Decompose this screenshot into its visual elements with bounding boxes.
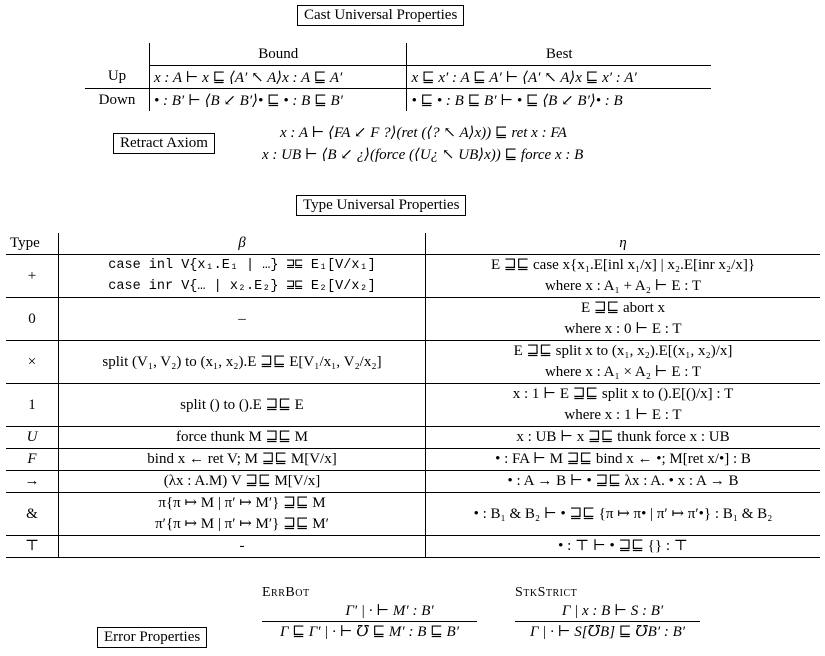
type-row-with — [6, 493, 820, 536]
cast-up-bound: x : A ⊢ x ⊑ ⟨A′ ↖ A⟩x : A ⊑ A′ — [150, 66, 407, 89]
beta-rule: bind x ← ret V; M ⊒⊑ M[V/x] — [59, 449, 426, 471]
eta-rule: x : UB ⊢ x ⊒⊑ thunk force x : UB — [426, 427, 821, 449]
eta-rule: E ⊒⊑ split x to (x₁, x₂).E[(x₁, x₂)/x] where x : A₁ × A₂ ⊢ E : T — [426, 341, 821, 384]
eta-rule: • : B₁ & B₂ ⊢ • ⊒⊑ {π ↦ π• | π′ ↦ π′•} : B₁ & B₂ — [426, 493, 821, 536]
type-row-zero — [6, 298, 820, 341]
rule-conclusion: Γ | · ⊢ S[℧B] ⊑ ℧B′ : B′ — [515, 621, 700, 642]
retract-axiom-line-2: x : UB ⊢ ⟨B ↙ ¿⟩(force (⟨U¿ ↖ UB⟩x)) ⊑ force x : B — [262, 147, 584, 163]
rule-premise: Γ′ | · ⊢ M′ : B′ — [345, 603, 434, 619]
type-header-row — [6, 233, 820, 255]
eta-rule: • : A → B ⊢ • ⊒⊑ λx : A. • x : A → B — [426, 471, 821, 493]
type-symbol: 1 — [6, 384, 59, 427]
stkstrict-rule — [515, 584, 700, 642]
column-eta: η — [426, 233, 821, 255]
row-label: Down — [98, 91, 136, 108]
type-symbol: 0 — [6, 298, 59, 341]
rule-conclusion: Γ ⊑ Γ′ | · ⊢ ℧ ⊑ M′ : B ⊑ B′ — [262, 621, 477, 642]
cast-properties-title: Cast Universal Properties — [297, 5, 464, 26]
beta-rule: (λx : A.M) V ⊒⊑ M[V/x] — [59, 471, 426, 493]
type-row-top — [6, 536, 820, 558]
type-symbol: F — [6, 449, 59, 471]
type-row-sum — [6, 255, 820, 298]
beta-rule: force thunk M ⊒⊑ M — [59, 427, 426, 449]
cast-row-down — [85, 89, 711, 112]
cast-up-best: x ⊑ x′ : A ⊑ A′ ⊢ ⟨A′ ↖ A⟩x ⊑ x′ : A′ — [407, 66, 711, 89]
rule-premise: Γ | x : B ⊢ S : B′ — [561, 603, 664, 619]
type-row-product — [6, 341, 820, 384]
type-symbol: + — [27, 267, 37, 284]
beta-rule: case inl V{x₁.E₁ | …} ⊒⊑ E₁[V/x₁] case inr V{… | x₂.E₂} ⊒⊑ E₂[V/x₂] — [59, 255, 426, 298]
column-beta: β — [59, 233, 426, 255]
eta-rule: • : ⊤ ⊢ • ⊒⊑ {} : ⊤ — [426, 536, 821, 558]
type-symbol: → — [6, 471, 59, 493]
rule-name: StkStrict — [515, 585, 578, 600]
type-symbol: × — [6, 341, 59, 384]
type-symbol: & — [6, 493, 59, 536]
type-row-function — [6, 471, 820, 493]
cast-properties-table — [85, 43, 711, 111]
eta-rule: E ⊒⊑ abort x where x : 0 ⊢ E : T — [426, 298, 821, 341]
cast-down-bound: • : B′ ⊢ ⟨B ↙ B′⟩• ⊑ • : B ⊑ B′ — [150, 89, 407, 112]
cast-down-best: • ⊑ • : B ⊑ B′ ⊢ • ⊑ ⟨B ↙ B′⟩• : B — [407, 89, 711, 112]
retract-axiom-line-1: x : A ⊢ ⟨FA ↙ F ?⟩(ret (⟨? ↖ A⟩x)) ⊑ ret x : FA — [280, 125, 567, 141]
type-properties-title: Type Universal Properties — [296, 195, 466, 216]
cast-header-row — [85, 43, 711, 66]
type-row-unit — [6, 384, 820, 427]
eta-rule: • : FA ⊢ M ⊒⊑ bind x ← •; M[ret x/•] : B — [426, 449, 821, 471]
retract-axiom-label: Retract Axiom — [113, 133, 215, 154]
beta-rule: split () to ().E ⊒⊑ E — [59, 384, 426, 427]
errbot-rule — [262, 584, 477, 642]
type-row-F — [6, 449, 820, 471]
error-properties-label: Error Properties — [97, 627, 207, 648]
beta-rule: π{π ↦ M | π′ ↦ M′} ⊒⊑ M π′{π ↦ M | π′ ↦ M′} ⊒⊑ M′ — [59, 493, 426, 536]
type-properties-table — [6, 233, 820, 558]
row-label: Up — [107, 68, 127, 85]
column-bound: Bound — [150, 43, 407, 66]
beta-rule: split (V₁, V₂) to (x₁, x₂).E ⊒⊑ E[V₁/x₁, V₂/x₂] — [59, 341, 426, 384]
type-symbol: ⊤ — [6, 536, 59, 558]
beta-rule: - — [59, 536, 426, 558]
column-type: Type — [6, 233, 59, 255]
type-symbol: U — [6, 427, 59, 449]
beta-rule: – — [59, 298, 426, 341]
eta-rule: x : 1 ⊢ E ⊒⊑ split x to ().E[()/x] : T where x : 1 ⊢ E : T — [426, 384, 821, 427]
column-best: Best — [407, 43, 711, 66]
rule-name: ErrBot — [262, 585, 310, 600]
cast-row-up — [85, 66, 711, 89]
eta-rule: E ⊒⊑ case x{x₁.E[inl x₁/x] | x₂.E[inr x₂/x]} where x : A₁ + A₂ ⊢ E : T — [426, 255, 821, 298]
type-row-U — [6, 427, 820, 449]
